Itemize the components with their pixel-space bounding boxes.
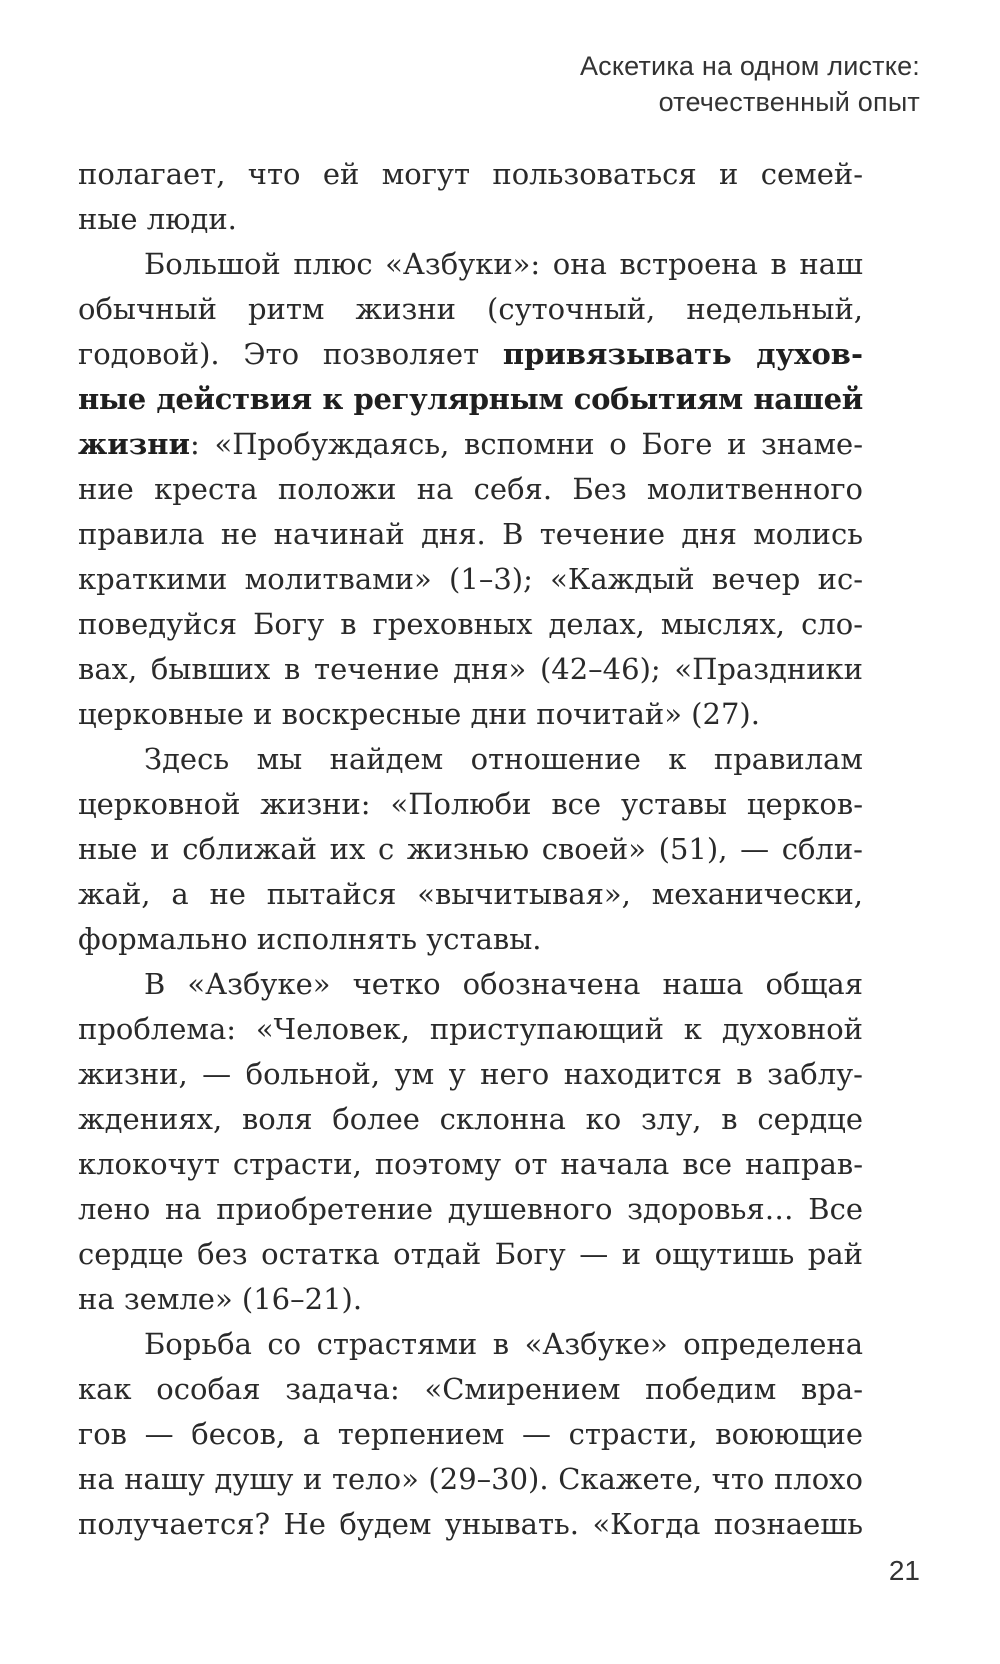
bold-phrase-line: ные действия к регулярным событиям нашей <box>78 382 863 416</box>
text-line: церковной жизни: «Полюби все уставы церков- <box>78 787 863 821</box>
text-line: гов — бесов, а терпением — страсти, воюющие <box>78 1417 863 1451</box>
text-line: обычный ритм жизни (суточный, недельный, <box>78 292 863 326</box>
text-line-part: : «Пробуждаясь, вспомни о Боге и знаме- <box>190 427 863 461</box>
text-line: правила не начинай дня. В течение дня молись <box>78 517 863 551</box>
text-line: на земле» (16–21). <box>78 1282 363 1316</box>
text-line: жай, а не пытайся «вычитывая», механически, <box>78 877 863 911</box>
text-line: краткими молитвами» (1–3); «Каждый вечер ис- <box>78 562 863 596</box>
running-head <box>580 48 920 120</box>
paragraph-3 <box>78 737 863 962</box>
text-line: получается? Не будем унывать. «Когда познаешь <box>78 1507 863 1541</box>
running-head-line-1: Аскетика на одном листке: <box>579 51 920 81</box>
bold-phrase: привязывать духов- <box>502 337 863 371</box>
text-line: проблема: «Человек, приступающий к духовной <box>78 1012 863 1046</box>
page-number: 21 <box>888 1555 920 1586</box>
text-line: жизни, — больной, ум у него находится в заблу- <box>78 1057 863 1091</box>
text-line: полагает, что ей могут пользоваться и семей- <box>78 157 863 191</box>
text-line: как особая задача: «Смирением победим вра- <box>78 1372 863 1406</box>
text-line: Большой плюс «Азбуки»: она встроена в наш <box>144 247 863 281</box>
body-text <box>78 152 863 1547</box>
text-line: Борьба со страстями в «Азбуке» определена <box>144 1327 863 1361</box>
text-line: Здесь мы найдем отношение к правилам <box>144 742 863 776</box>
running-head-line-2: отечественный опыт <box>658 87 920 117</box>
paragraph-2 <box>78 242 863 737</box>
text-line: поведуйся Богу в греховных делах, мыслях, сло- <box>78 607 863 641</box>
paragraph-4 <box>78 962 863 1322</box>
text-line: ные и сближай их с жизнью своей» (51), — сбли- <box>78 832 863 866</box>
text-line: лено на приобретение душевного здоровья… Все <box>78 1192 863 1226</box>
bold-phrase: жизни <box>78 427 191 461</box>
text-line: клокочут страсти, поэтому от начала все направ- <box>78 1147 863 1181</box>
paragraph-5 <box>78 1322 863 1547</box>
text-line <box>78 422 863 467</box>
text-line: сердце без остатка отдай Богу — и ощутишь рай <box>78 1237 863 1271</box>
text-line-part: годовой). Это позволяет <box>78 337 503 371</box>
text-line: на нашу душу и тело» (29–30). Скажете, что плохо <box>78 1462 863 1496</box>
text-line: В «Азбуке» четко обозначена наша общая <box>144 967 863 1001</box>
text-line: вах, бывших в течение дня» (42–46); «Праздники <box>78 652 863 686</box>
text-line: ние креста положи на себя. Без молитвенного <box>78 472 863 506</box>
text-line: ждениях, воля более склонна ко злу, в сердце <box>78 1102 863 1136</box>
text-line: церковные и воскресные дни почитай» (27). <box>78 697 760 731</box>
text-line <box>78 332 863 377</box>
text-line: ные люди. <box>78 202 237 236</box>
text-line: формально исполнять уставы. <box>78 922 542 956</box>
paragraph-1 <box>78 152 863 242</box>
